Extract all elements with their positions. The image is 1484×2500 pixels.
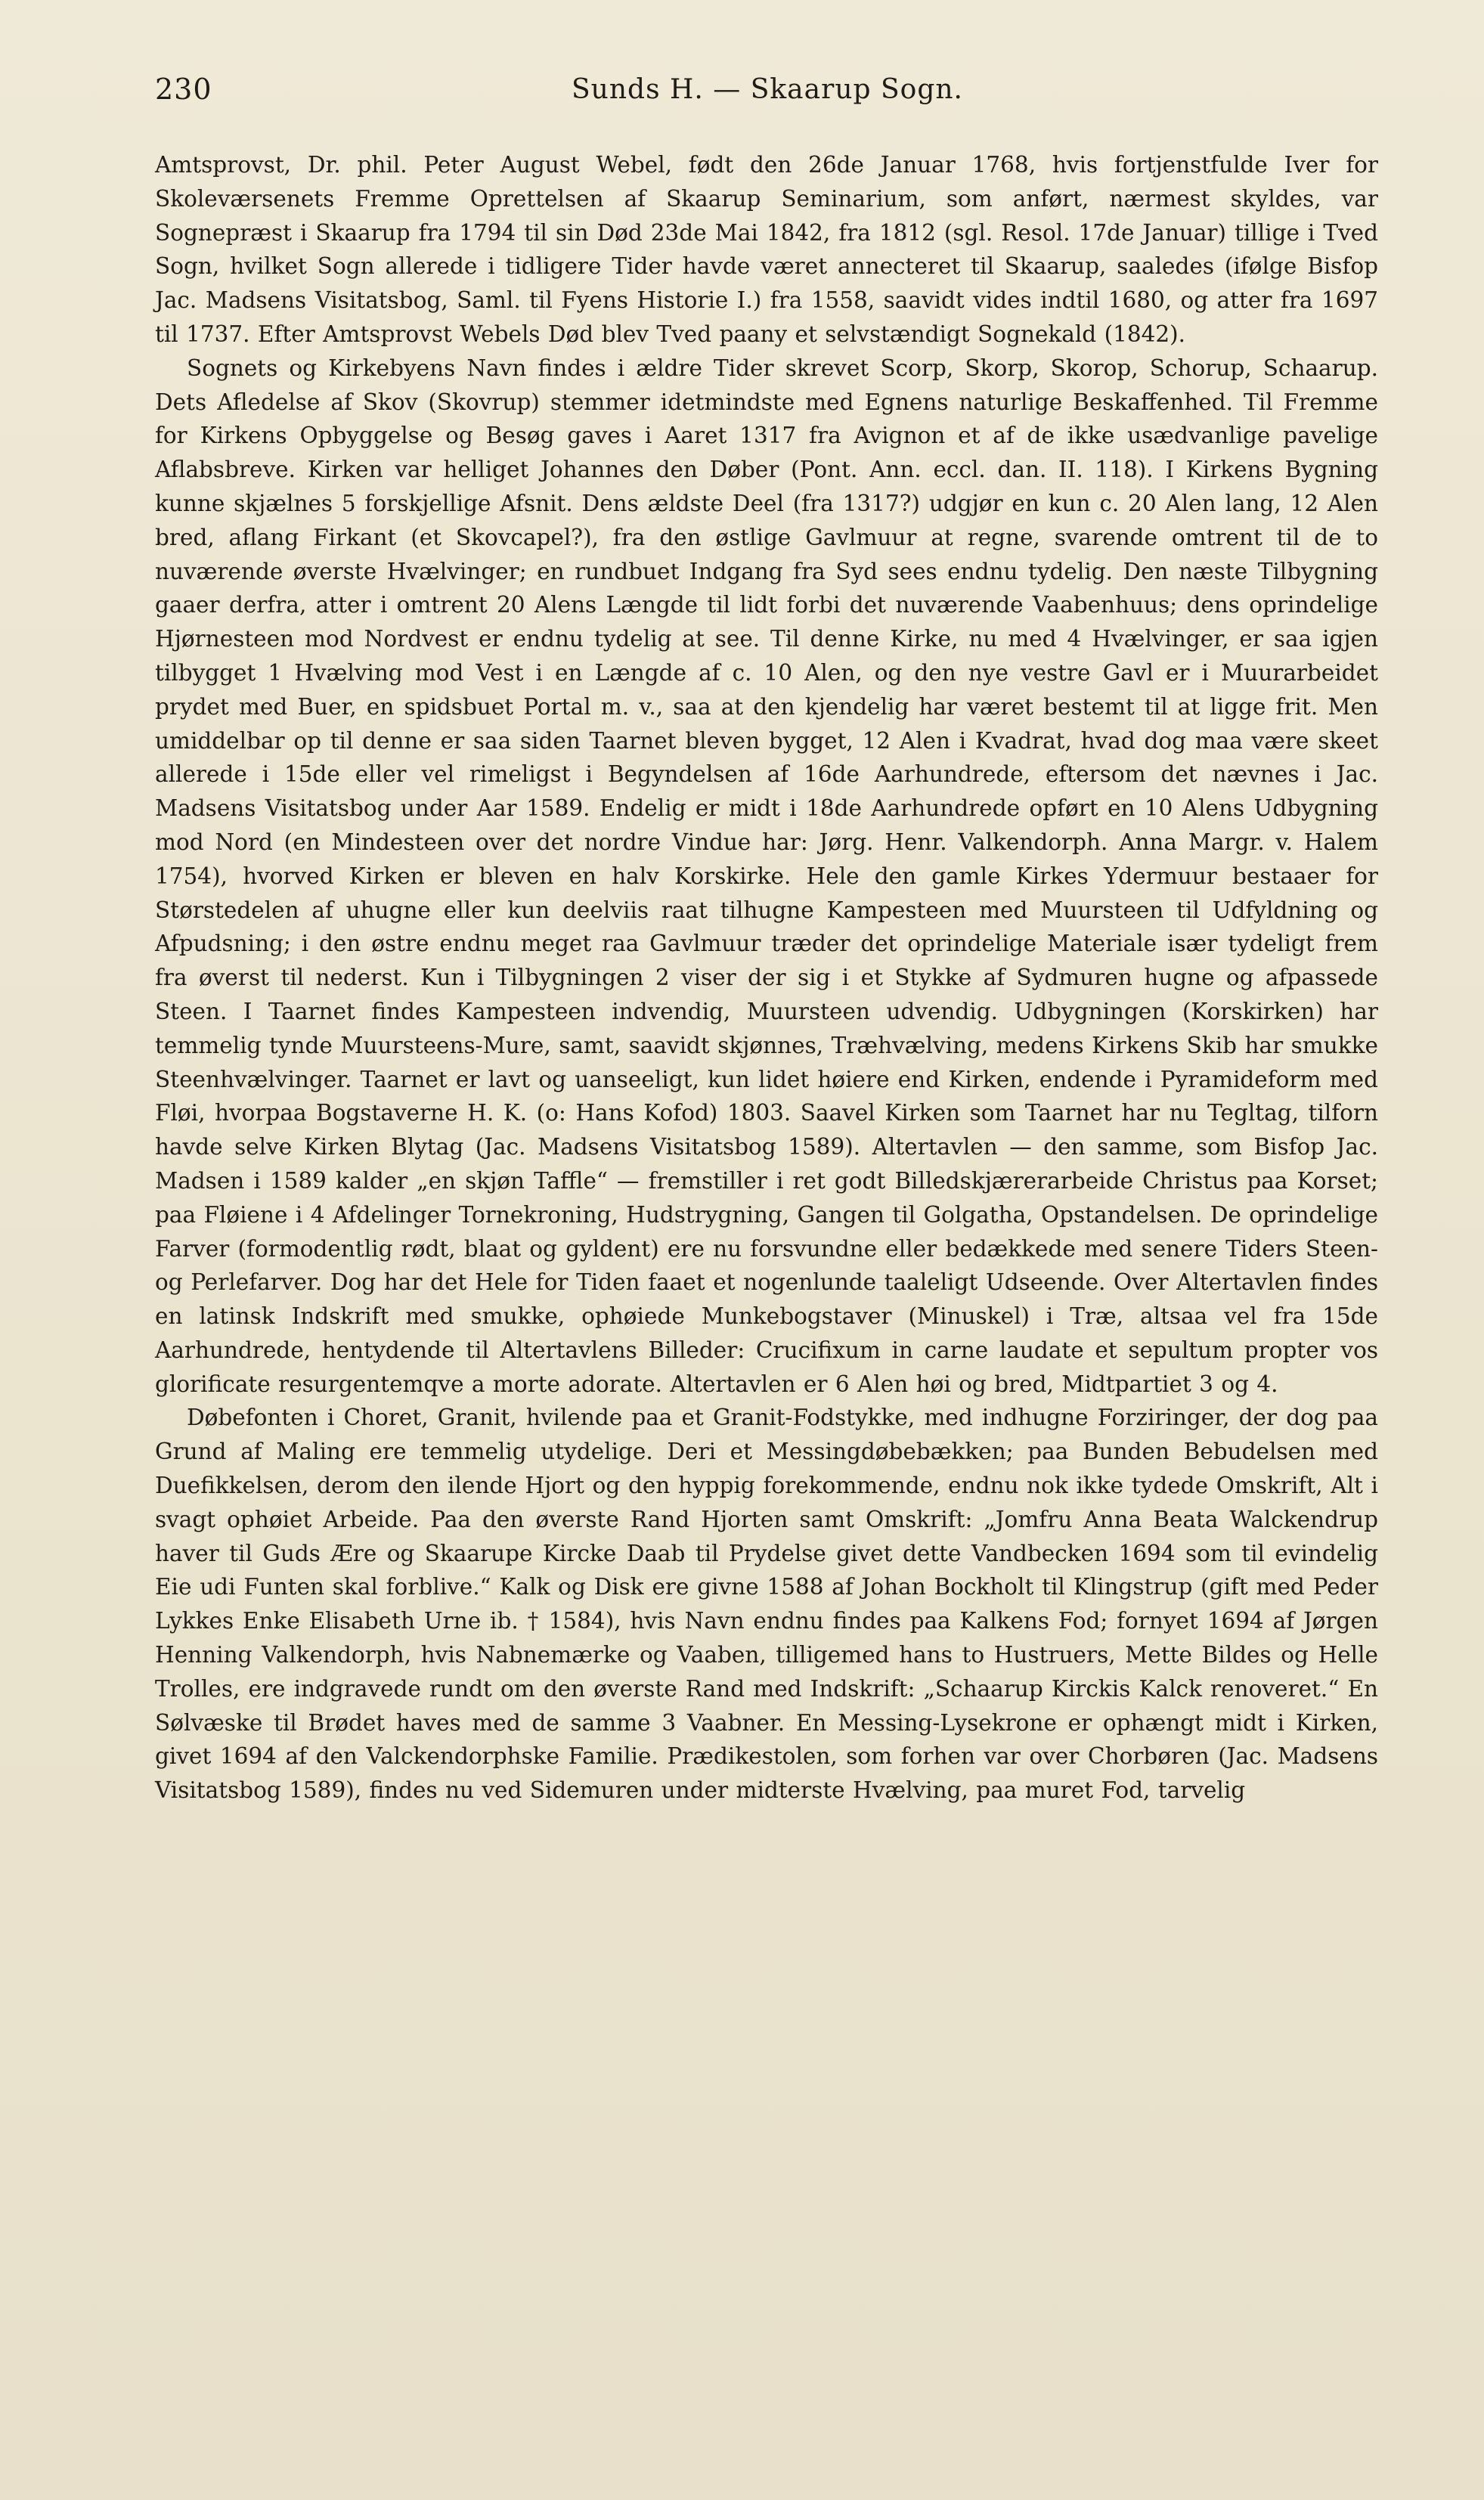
paragraph-doebefonten: Døbefonten i Choret, Granit, hvilende paa et Granit-Fodstykke, med indhugne Forziringer, der dog paa Grund af Maling ere temmelig utydelige. Deri et Messingdøbebækken; paa Bunden Bebudelsen med Duefikkelsen, derom den ilende Hjort og den hyppig forekommende, endnu nok ikke tydede Omskrift, Alt i svagt ophøiet Arbeide. Paa den øverste Rand Hjorten samt Omskrift: „Jomfru Anna Beata Walckendrup haver til Guds Ære og Skaarupe Kircke Daab til Prydelse givet dette Vandbecken 1694 som til evindelig Eie udi Funten skal forblive.“ Kalk og Disk ere givne 1588 af Johan Bockholt til Klingstrup (gift med Peder Lykkes Enke Elisabeth Urne ib. † 1584), hvis Navn endnu findes paa Kalkens Fod; fornyet 1694 af Jørgen Henning Valkendorph, hvis Nabnemærke og Vaaben, tilligemed hans to Hustruers, Mette Bildes og Helle Trolles, ere indgravede rundt om den øverste Rand med Indskrift: „Schaarup Kirckis Kalck renoveret.“ En Sølvæske til Brødet haves med de samme 3 Vaabner. En Messing-Lysekrone er ophængt midt i Kirken, givet 1694 af den Valckendorphske Familie. Prædikestolen, som forhen var over Chorbøren (Jac. Madsens Visitatsbog 1589), findes nu ved Sidemuren under midterste Hvælving, paa muret Fod, tarvelig — [155, 1405, 1378, 1804]
running-head: Sunds H. — Skaarup Sogn. — [571, 74, 963, 105]
paragraph-sognets-navn: Sognets og Kirkebyens Navn findes i ældre Tider skrevet Scorp, Skorp, Skorop, Schorup, Schaarup. Dets Afledelse af Skov (Skovrup) stemmer idetmindste med Egnens naturlige Beskaffenhed. Til Fremme for Kirkens Opbyggelse og Besøg gaves i Aaret 1317 fra Avignon et af de ikke usædvanlige pavelige Aflabsbreve. Kirken var helliget Johannes den Døber (Pont. Ann. eccl. dan. II. 118). I Kirkens Bygning kunne skjælnes 5 forskjellige Afsnit. Dens ældste Deel (fra 1317?) udgjør en kun c. 20 Alen lang, 12 Alen bred, aflang Firkant (et Skovcapel?), fra den østlige Gavlmuur at regne, svarende omtrent til de to nuværende øverste Hvælvinger; en rundbuet Indgang fra Syd sees endnu tydelig. Den næste Tilbygning gaaer derfra, atter i omtrent 20 Alens Længde til lidt forbi det nuværende Vaabenhuus; dens oprindelige Hjørnesteen mod Nordvest er endnu tydelig at see. Til denne Kirke, nu med 4 Hvælvinger, er saa igjen tilbygget 1 Hvælving mod Vest i en Længde af c. 10 Alen, og den nye vestre Gavl er i Muurarbeidet prydet med Buer, en spidsbuet Portal m. v., saa at den kjendelig har været bestemt til at ligge frit. Men umiddelbar op til denne er saa siden Taarnet bleven bygget, 12 Alen i Kvadrat, hvad dog maa være skeet allerede i 15de eller vel rimeligst i Begyndelsen af 16de Aarhundrede, eftersom det nævnes i Jac. Madsens Visitatsbog under Aar 1589. Endelig er midt i 18de Aarhundrede opført en 10 Alens Udbygning mod Nord (en Mindesteen over det nordre Vindue har: Jørg. Henr. Valkendorph. Anna Margr. v. Halem 1754), hvorved Kirken er bleven en halv Korskirke. Hele den gamle Kirkes Ydermuur bestaaer for Størstedelen af uhugne eller kun deelviis raat tilhugne Kampesteen med Muursteen til Udfyldning og Afpudsning; i den østre endnu meget raa Gavlmuur træder det oprindelige Materiale især tydeligt frem fra øverst til nederst. Kun i Tilbygningen 2 viser der sig i et Stykke af Sydmuren hugne og afpassede Steen. I Taarnet findes Kampesteen indvendig, Muursteen udvendig. Udbygningen (Korskirken) har temmelig tynde Muursteens-Mure, samt, saavidt skjønnes, Træhvælving, medens Kirkens Skib har smukke Steenhvælvinger. Taarnet er lavt og uanseeligt, kun lidet høiere end Kirken, endende i Pyramideform med Fløi, hvorpaa Bogstaverne H. K. (o: Hans Kofod) 1803. Saavel Kirken som Taarnet har nu Tegltag, tilforn havde selve Kirken Blytag (Jac. Madsens Visitatsbog 1589). Altertavlen — den samme, som Bisfop Jac. Madsen i 1589 kalder „en skjøn Taffle“ — fremstiller i ret godt Billedskjærerarbeide Christus paa Korset; paa Fløiene i 4 Afdelinger Tornekroning, Hudstrygning, Gangen til Golgatha, Opstandelsen. De oprindelige Farver (formodentlig rødt, blaat og gyldent) ere nu forsvundne eller bedækkede med senere Tiders Steen- og Perlefarver. Dog har det Hele for Tiden faaet et nogenlunde taaleligt Udseende. Over Altertavlen findes en latinsk Indskrift med smukke, ophøiede Munkebogstaver (Minuskel) i Træ, altsaa vel fra 15de Aarhundrede, hentydende til Altertavlens Billeder: Crucifixum in carne laudate et sepultum propter vos glorificate resurgentemqve a morte adorate. Altertavlen er 6 Alen høi og bred, Midtpartiet 3 og 4. — [155, 355, 1378, 1397]
document-body — [155, 148, 1378, 1808]
paragraph-amtsprovst: Amtsprovst, Dr. phil. Peter August Webel, født den 26de Januar 1768, hvis fortjenstfulde Iver for Skoleværsenets Fremme Oprettelsen af Skaarup Seminarium, som anført, nærmest skyldes, var Sognepræst i Skaarup fra 1794 til sin Død 23de Mai 1842, fra 1812 (sgl. Resol. 17de Januar) tillige i Tved Sogn, hvilket Sogn allerede i tidligere Tider havde været annecteret til Skaarup, saaledes (ifølge Bisfop Jac. Madsens Visitatsbog, Saml. til Fyens Historie I.) fra 1558, saavidt vides indtil 1680, og atter fra 1697 til 1737. Efter Amtsprovst Webels Død blev Tved paany et selvstændigt Sognekald (1842). — [155, 152, 1378, 347]
page-header — [155, 70, 1380, 115]
page-number: 230 — [155, 73, 212, 106]
